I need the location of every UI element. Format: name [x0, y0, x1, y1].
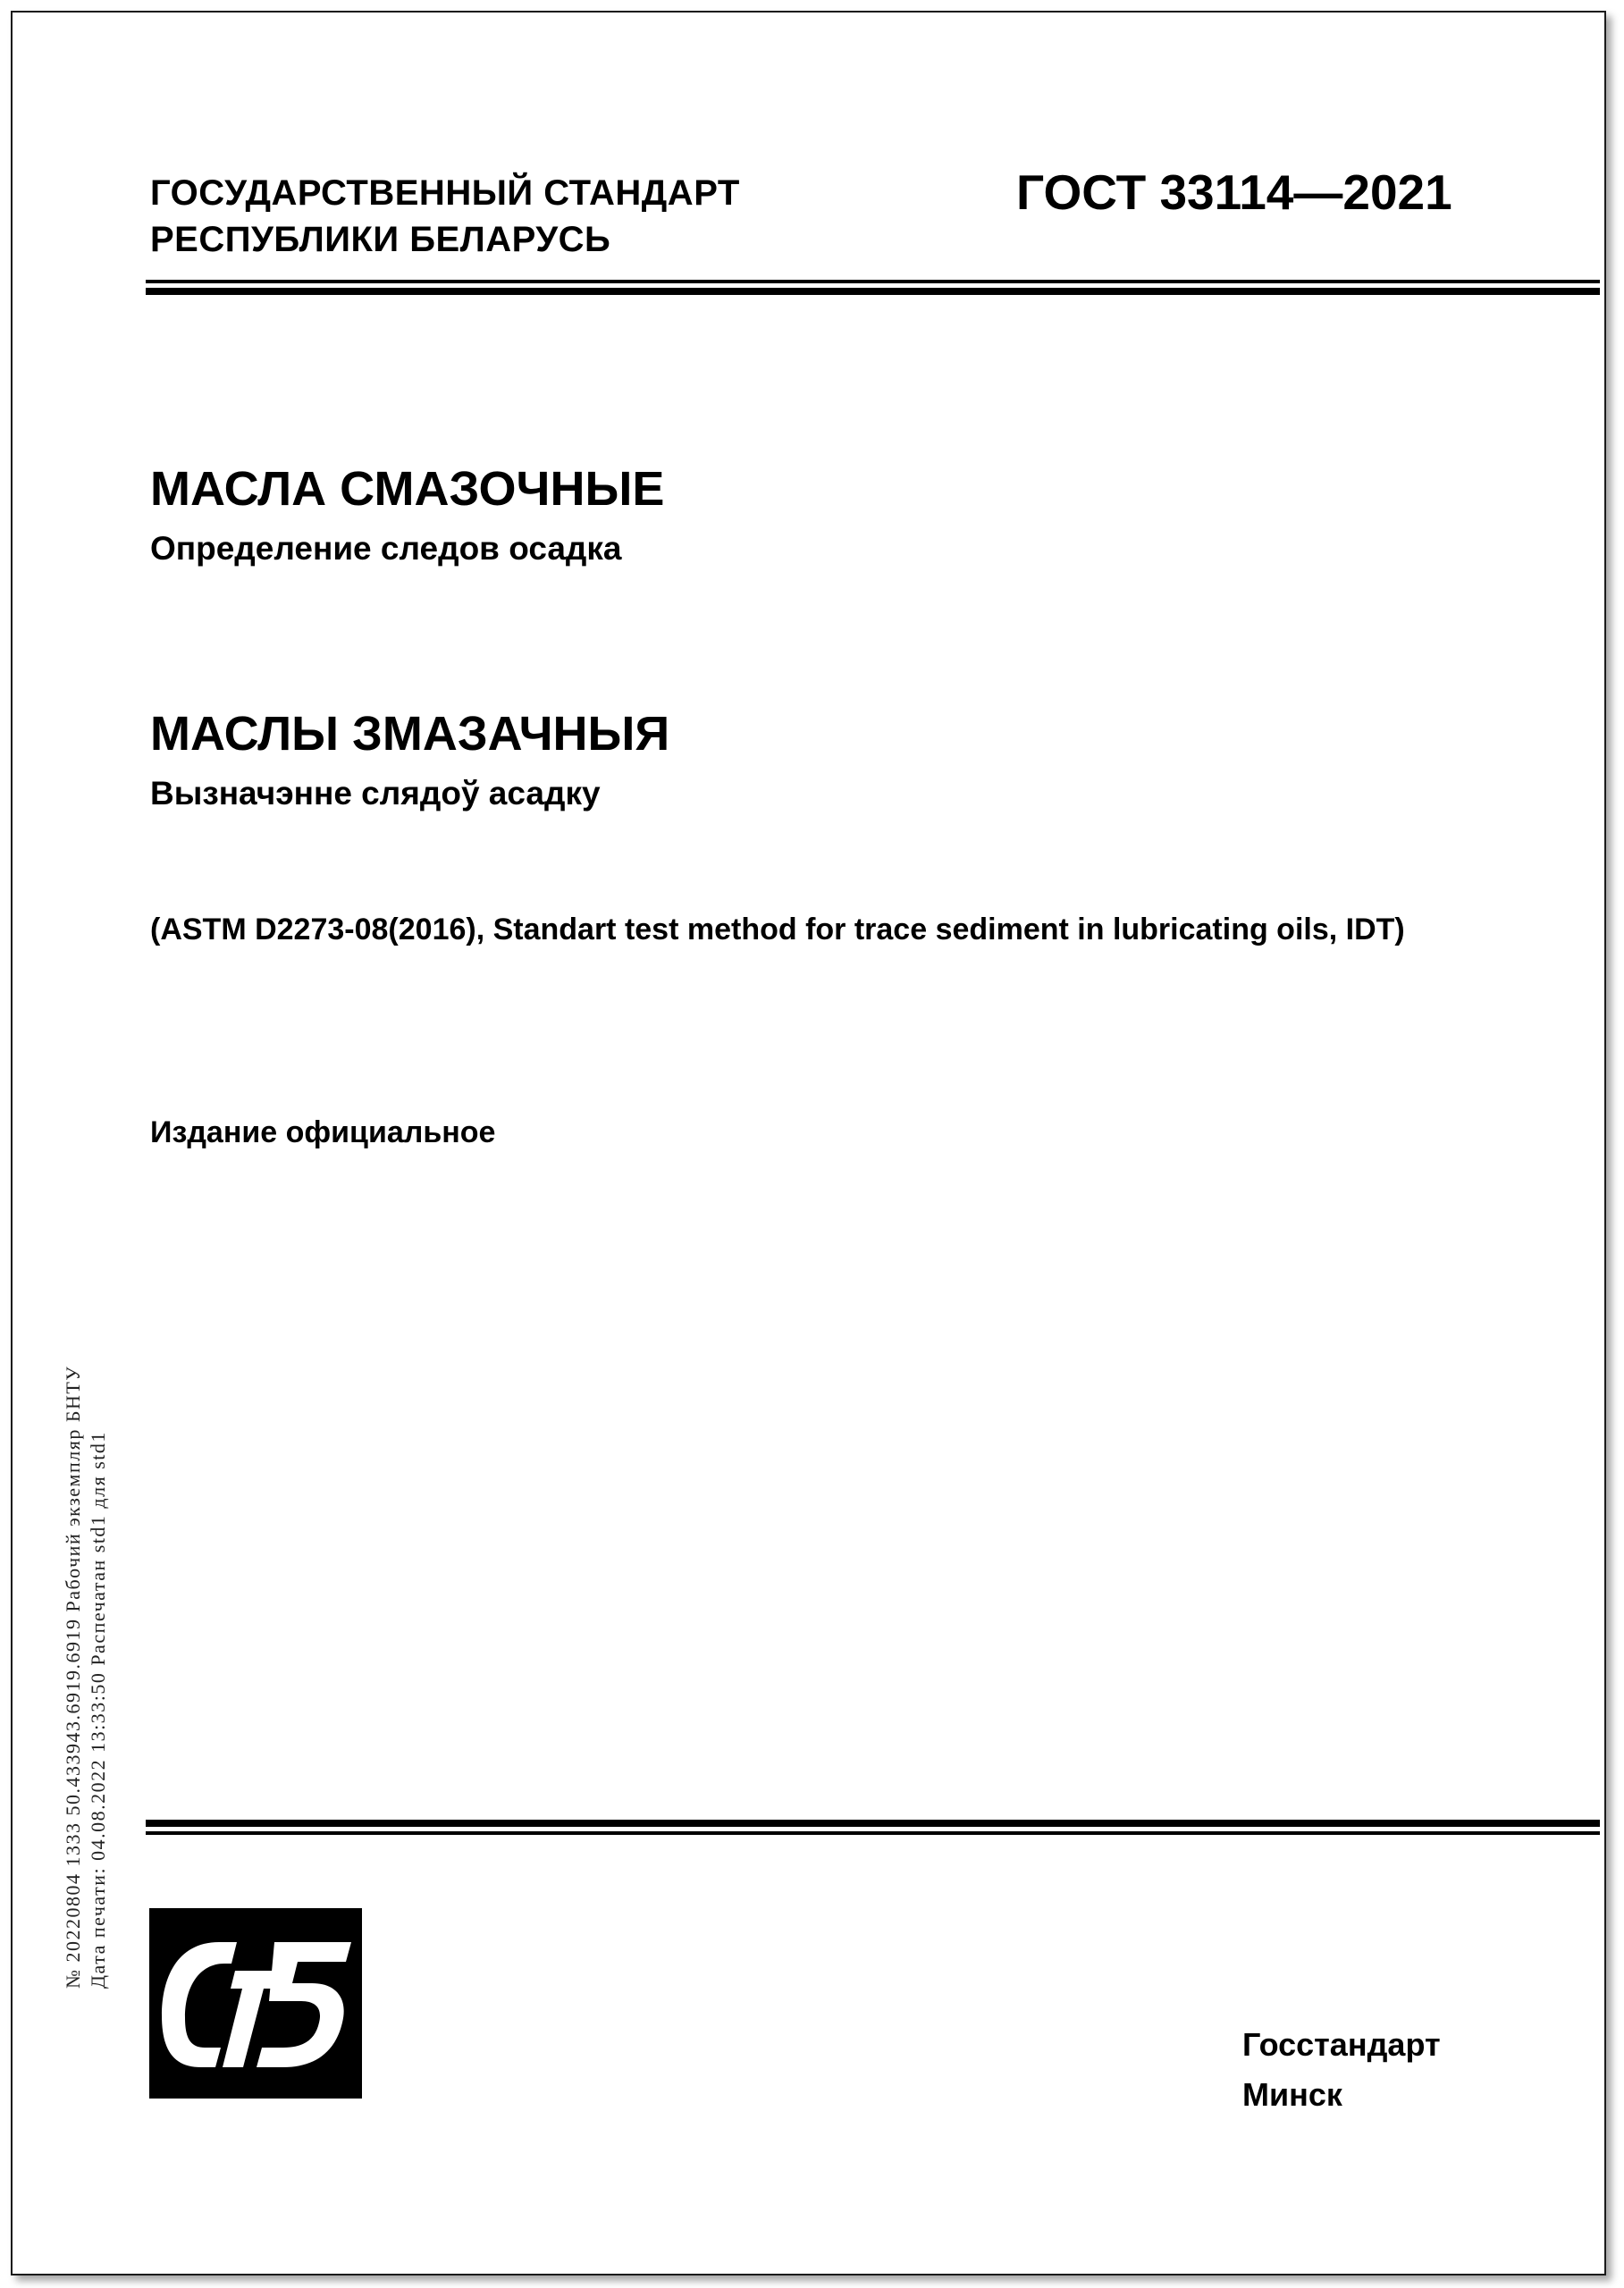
edition-label: Издание официальное: [150, 1115, 496, 1149]
title-belarusian: МАСЛЫ ЗМАЗАЧНЫЯ: [150, 707, 670, 761]
header-rule-thin: [146, 280, 1600, 283]
stb-logo: [149, 1908, 362, 2099]
authority-line-1: ГОСУДАРСТВЕННЫЙ СТАНДАРТ: [150, 173, 740, 213]
authority-line-2: РЕСПУБЛИКИ БЕЛАРУСЬ: [150, 220, 611, 259]
print-watermark: [61, 1184, 111, 1989]
stb-logo-icon: [149, 1908, 362, 2099]
subtitle-belarusian: Вызначэнне слядоў асадку: [150, 775, 601, 812]
header-rule-thick: [146, 288, 1600, 295]
subtitle-russian: Определение следов осадка: [150, 530, 622, 567]
standard-designation: ГОСТ 33114—2021: [1016, 164, 1452, 220]
print-watermark-line-2: Дата печати: 04.08.2022 13:33:50 Распечатан std1 для std1: [87, 1431, 109, 1989]
footer-rule-thick: [146, 1820, 1600, 1827]
print-watermark-line-1: № 20220804 1333 50.433943.6919.6919 Рабочий экземпляр БНТУ: [62, 1365, 84, 1989]
publisher-block: [1242, 2020, 1441, 2120]
footer-rule-thin: [146, 1831, 1600, 1835]
title-russian: МАСЛА СМАЗОЧНЫЕ: [150, 462, 665, 516]
issuing-authority: [150, 170, 740, 263]
astm-reference: (ASTM D2273-08(2016), Standart test method for trace sediment in lubricating oils, IDT): [150, 913, 1405, 946]
publisher-city: Минск: [1242, 2076, 1342, 2113]
publisher-name: Госстандарт: [1242, 2026, 1441, 2063]
